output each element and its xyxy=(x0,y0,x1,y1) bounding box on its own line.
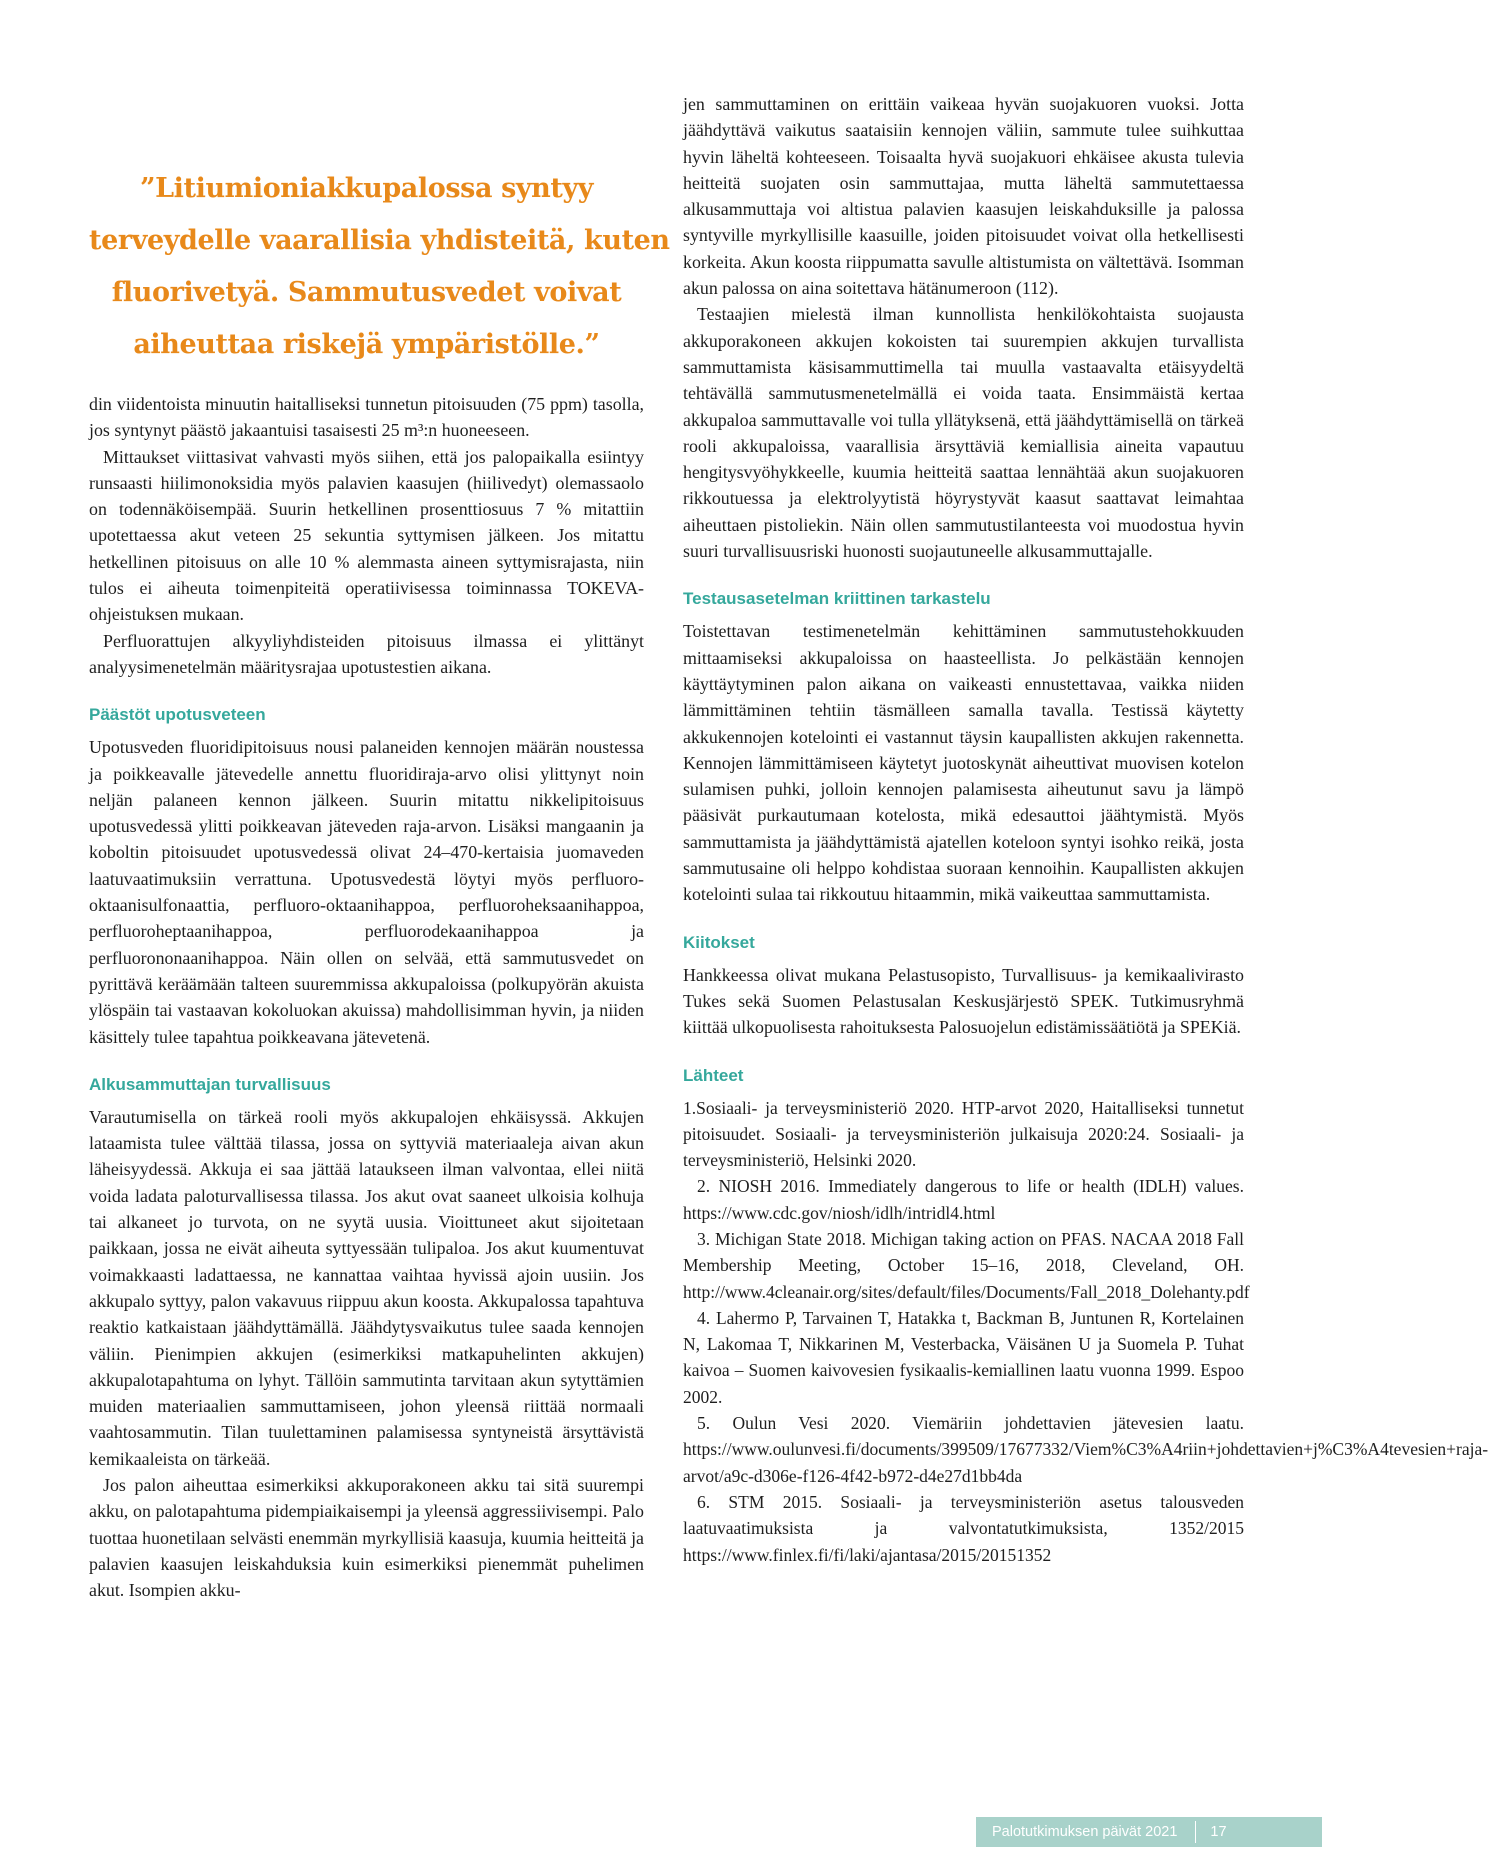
section-heading-references: Lähteet xyxy=(683,1065,744,1085)
section-heading-safety: Alkusammuttajan turvallisuus xyxy=(89,1074,331,1094)
pull-quote-line: ”Litiumioniakkupalossa syntyy xyxy=(139,173,594,204)
reference-item: 1.Sosiaali- ja terveysministeriö 2020. HTP-arvot 2020, Haitalliseksi tunnetut pitoisuudet. Sosiaali- ja terveysministeriön julkaisuja 2020:24. Sosiaali- ja terveysministeriö, Helsinki 2020. xyxy=(683,1097,1244,1171)
footer-divider xyxy=(1195,1821,1196,1843)
body-paragraph: Varautumisella on tärkeä rooli myös akkupalojen ehkäisyssä. Akkujen lataamista tulee välttää tilassa, jossa on syttyviä materiaaleja aivan akun läheisyydessä. Akkuja ei saa jättää lataukseen ilman valvontaa, ellei niitä voida ladata paloturvallisessa tilassa. Jos akut ovat saaneet ulkoisia kolhuja tai alkaneet jo turvota, on ne syytä uusia. Vioittuneet akut sijoitetaan paikkaan, jossa ne eivät aiheuta syttyessään tulipaloa. Jos akut kuumentuvat voimakkaasti ladattaessa, ne kannattaa vaihtaa hyvissä ajoin uusiin. Jos akkupalo syttyy, palon vakavuus riippuu akun koosta. Akkupalossa tapahtuva reaktio katkaistaan jäähdyttämällä. Jäähdytysvaikutus tulee saada kennojen väliin. Pienimpien akkujen (esimerkiksi matkapuhelinten akkujen) akkupalotapahtuma on lyhyt. Tällöin sammutinta tarvitaan akun sytyttämien muiden materiaalien sammuttamiseen, johon yleensä riittää normaali vaahtosammutin. Tilan tuulettaminen palamisessa syntyneistä ärsyttävistä kemikaaleista on tärkeää. xyxy=(89,1106,644,1469)
publication-title: Palotutkimuksen päivät 2021 xyxy=(992,1824,1178,1840)
pull-quote-line: fluorivetyä. Sammutusvedet voivat xyxy=(111,277,622,308)
section-heading-thanks: Kiitokset xyxy=(683,932,755,952)
left-column xyxy=(89,91,670,1603)
body-paragraph: jen sammuttaminen on erittäin vaikeaa hyvän suojakuoren vuoksi. Jotta jäähdyttävä vaikutus saataisiin kennojen väliin, sammute tulee suihkuttaa hyvin läheltä kohteeseen. Toisaalta hyvä suojakuori ehkäisee akusta tulevia heitteitä suojaten osin sammuttajaa, mutta läheltä sammutettaessa alkusammuttaja voi altistua palavien kaasujen leiskahduksille ja palossa syntyville myrkyllisille kaasuille, joiden pitoisuudet voivat olla hetkellisesti korkeita. Akun koosta riippumatta savulle altistumista on vältettävä. Isomman akun palossa on aina soitettava hätänumeroon (112). xyxy=(683,94,1244,299)
body-paragraph: Hankkeessa olivat mukana Pelastusopisto, Turvallisuus- ja kemikaalivirasto Tukes sekä Suomen Pelastusalan Keskusjärjestö SPEK. Tutkimusryhmä kiittää ulkopuolisesta rahoituksesta Palosuojelun edistämissäätiötä ja SPEKiä. xyxy=(683,964,1244,1038)
reference-item: 5. Oulun Vesi 2020. Viemäriin johdettavien jätevesien laatu. https://www.oulunvesi.fi/documents/399509/17677332/Viem%C3%A4riin+johdettavien+j%C3%A4tevesien+raja-arvot/a9c-d306e-f126-4f42-b972-d4e27d1bb4da xyxy=(683,1413,1488,1486)
reference-item: 6. STM 2015. Sosiaali- ja terveysministeriön asetus talousveden laatuvaatimuksista ja valvontatutkimuksista, 1352/2015 https://www.finlex.fi/fi/laki/ajantasa/2015/20151352 xyxy=(683,1491,1244,1565)
body-paragraph: Testaajien mielestä ilman kunnollista henkilökohtaista suojausta akkuporakoneen akkujen kokoisten tai suurempien akkujen turvallista sammuttamista käsisammuttimella tai muulla vastaavalta etäisyydeltä tehtävällä sammutusmenetelmällä ei voida taata. Ensimmäistä kertaa akkupaloa sammuttavalle voi tulla yllätyksenä, että jäähdyttämisellä on tärkeä rooli akkupaloissa, vaarallisia ärsyttäviä kemiallisia aineita vapautuu hengitysvyöhykkeelle, kuumia heitteitä saattaa lennähtää akun suojakuoren rikkoutuessa ja elektrolyytistä höyrystyvät kaasut saattavat leimahtaa aiheuttaen pistoliekin. Näin ollen sammutustilanteesta voi muodostua hyvin suuri turvallisuusriski huonosti suojautuneelle alkusammuttajalle. xyxy=(683,304,1244,562)
section-heading-review: Testausasetelman kriittinen tarkastelu xyxy=(683,589,991,609)
section-heading-emissions: Päästöt upotusveteen xyxy=(89,705,266,725)
pull-quote xyxy=(89,91,670,391)
body-paragraph: Upotusveden fluoridipitoisuus nousi palaneiden kennojen määrän noustessa ja poikkeavalle jätevedelle annettu fluoridiraja-arvo olisi ylittynyt noin neljän palaneen kennon jälkeen. Suurin mitattu nikkelipitoisuus upotusvedessä ylitti poikkeavan jäteveden raja-arvon. Lisäksi mangaanin ja koboltin pitoisuudet upotusvedessä olivat 24–470-kertaisia juomaveden laatuvaatimuksiin verrattuna. Upotusvedestä löytyi myös perfluoro-oktaanisulfonaattia, perfluoro-oktaanihappoa, perfluoroheksaanihappoa, perfluoroheptaanihappoa, perfluorodekaanihappoa ja perfluorononaanihappoa. Näin ollen on selvää, että sammutusvedet on pyrittävä keräämään talteen suuremmissa akkupaloissa (polkupyörän akuista ylöspäin tai vastaavan kokoluokan akuissa) mahdollisimman hyvin, ja niiden käsittely tulee tapahtua poikkeavana jätevetenä. xyxy=(89,737,644,1047)
pull-quote-line: terveydelle vaarallisia yhdisteitä, kuten xyxy=(89,225,670,256)
reference-item: 4. Lahermo P, Tarvainen T, Hatakka t, Backman B, Juntunen R, Kortelainen N, Lakomaa T, Nikkarinen M, Vesterbacka, Väisänen U ja Suomela P. Tuhat kaivoa – Suomen kaivovesien fysikaalis-kemiallinen laatu vuonna 1999. Espoo 2002. xyxy=(683,1307,1244,1407)
reference-item: 2. NIOSH 2016. Immediately dangerous to life or health (IDLH) values. https://www.cdc.gov/niosh/idlh/intridl4.html xyxy=(683,1176,1244,1223)
right-column xyxy=(683,91,1488,1568)
body-paragraph: Toistettavan testimenetelmän kehittäminen sammutustehokkuuden mittaamiseksi akkupaloissa on haasteellista. Jo pelkästään kennojen käyttäytyminen palon aikana on vaikeasti ennustettavaa, vaikka niiden lämmittäminen tehtiin täsmälleen samalla tavalla. Testissä käytetty akkukennojen kotelointi ei vastannut täysin kaupallisten akkujen rakennetta. Kennojen lämmittämiseen käytetyt juotoskynät aiheuttivat muovisen kotelon sulamisen puhki, jolloin kennojen palamisesta aiheutunut savu ja lämpö pääsivät purkautumaan kotelosta, mikä edesauttoi jäähtymistä. Myös sammuttamista ja jäähdyttämistä ajatellen koteloon syntyi isohko reikä, josta sammutusaine oli helppo kohdistaa suoraan kennoihin. Kaupallisten akkujen kotelointi sulaa tai rikkoutuu hitaammin, mikä vaikeuttaa sammuttamista. xyxy=(683,621,1244,905)
body-paragraph: Jos palon aiheuttaa esimerkiksi akkuporakoneen akku tai sitä suurempi akku, on palotapahtuma pidempiaikaisempi ja yleensä aggressiivisempi. Palo tuottaa huonetilaan selvästi enemmän myrkyllisiä kaasuja, kuumia heitteitä ja palavien kaasujen leiskahduksia kuin esimerkiksi pienemmät puhelimen akut. Isompien akku- xyxy=(89,1474,644,1601)
pull-quote-line: aiheuttaa riskejä ympäristölle.” xyxy=(133,329,600,360)
reference-item: 3. Michigan State 2018. Michigan taking action on PFAS. NACAA 2018 Fall Membership Meeting, October 15–16, 2018, Cleveland, OH. http://www.4cleanair.org/sites/default/files/Documents/Fall_2018_Dolehanty.pdf xyxy=(683,1228,1250,1302)
page-number: 17 xyxy=(1210,1824,1227,1840)
page-footer xyxy=(976,1817,1322,1847)
body-paragraph: Mittaukset viittasivat vahvasti myös siihen, että jos palopaikalla esiintyy runsaasti hiilimonoksidia myös palavien kaasujen (hiilivedyt) olemassaolo on todennäköisempää. Suurin hetkellinen prosenttiosuus 7 % mitattiin upotettaessa akut veteen 25 sekuntia syttymisen jälkeen. Jos mitattu hetkellinen pitoisuus on alle 10 % alemmasta aineen syttymisrajasta, niin tulos ei aiheuta toimenpiteitä operatiivisessa toiminnassa TOKEVA-ohjeistuksen mukaan. xyxy=(89,446,644,625)
body-paragraph: din viidentoista minuutin haitalliseksi tunnetun pitoisuuden (75 ppm) tasolla, jos syntynyt päästö jakaantuisi tasaisesti 25 m³:n huoneeseen. xyxy=(89,394,644,441)
body-paragraph: Perfluorattujen alkyyliyhdisteiden pitoisuus ilmassa ei ylittänyt analyysimenetelmän määritysrajaa upotustestien aikana. xyxy=(89,630,644,677)
